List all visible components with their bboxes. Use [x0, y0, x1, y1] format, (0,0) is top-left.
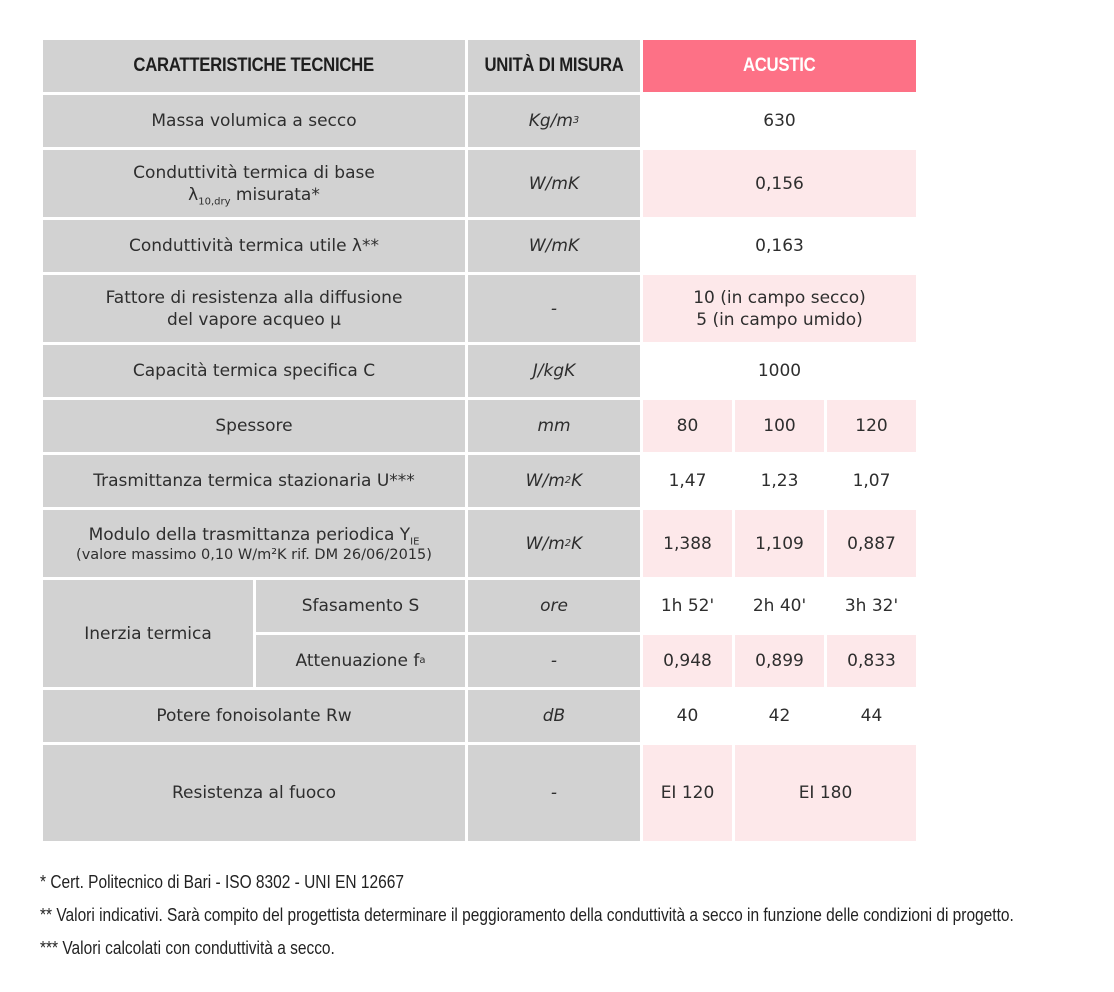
row-potere-unit: dB [468, 690, 640, 742]
row-modulo-value: 1,109 [735, 510, 824, 577]
row-trasmittanza-label: Trasmittanza termica stazionaria U*** [43, 455, 465, 507]
row-cond-utile-unit: W/mK [468, 220, 640, 272]
row-spessore-value: 120 [827, 400, 916, 452]
row-fuoco-value: EI 120 [643, 745, 732, 841]
row-modulo-label [43, 510, 465, 577]
row-spessore-unit: mm [468, 400, 640, 452]
row-sfasamento-value: 3h 32' [827, 580, 916, 632]
label-rest: misurata* [230, 184, 320, 205]
row-potere-value: 44 [827, 690, 916, 742]
unit-base: Kg/m [528, 111, 573, 131]
row-attenuazione-value: 0,948 [643, 635, 732, 687]
label-line1 [89, 524, 420, 546]
row-fattore-label [43, 275, 465, 342]
row-sfasamento-unit: ore [468, 580, 640, 632]
row-potere-value: 42 [735, 690, 824, 742]
row-trasmittanza-value: 1,07 [827, 455, 916, 507]
row-capacita-value: 1000 [643, 345, 916, 397]
row-trasmittanza-value: 1,47 [643, 455, 732, 507]
label-line2 [188, 184, 320, 206]
row-trasmittanza-unit: W/m 2 K [468, 455, 640, 507]
row-fuoco-value: EI 180 [735, 745, 916, 841]
row-fattore-unit: - [468, 275, 640, 342]
footnote: * Cert. Politecnico di Bari - ISO 8302 - UNI EN 12667 [40, 872, 404, 892]
row-fattore-value [643, 275, 916, 342]
row-cond-utile-value: 0,163 [643, 220, 916, 272]
header-product [643, 40, 916, 92]
row-cond-base-unit: W/mK [468, 150, 640, 217]
row-massa-value: 630 [643, 95, 916, 147]
unit-end: K [571, 533, 583, 554]
row-capacita-unit: J/kgK [468, 345, 640, 397]
header-unit-label: UNITÀ DI MISURA [484, 55, 624, 76]
value-line1: 10 (in campo secco) [693, 287, 866, 308]
label-line1: Conduttività termica di base [133, 162, 375, 183]
unit-base: W/m [525, 471, 565, 491]
row-attenuazione-value: 0,899 [735, 635, 824, 687]
row-massa-unit: Kg/m 3 [468, 95, 640, 147]
footnote: ** Valori indicativi. Sarà compito del progettista determinare il peggioramento della conduttività a secco in funzione delle condizioni di progetto. [40, 905, 1014, 925]
row-capacita-label: Capacità termica specifica C [43, 345, 465, 397]
header-characteristics-label: CARATTERISTICHE TECNICHE [133, 55, 375, 76]
row-sfasamento-value: 1h 52' [643, 580, 732, 632]
footnotes [40, 866, 1114, 965]
unit-end: K [571, 471, 583, 491]
row-spessore-label: Spessore [43, 400, 465, 452]
unit-base: W/m [525, 533, 565, 554]
row-sfasamento-label: Sfasamento S [256, 580, 465, 632]
label-line1: Fattore di resistenza alla diffusione [105, 287, 403, 308]
label-main: Attenuazione f [295, 651, 420, 671]
row-cond-utile-label: Conduttività termica utile λ** [43, 220, 465, 272]
row-spessore-value: 80 [643, 400, 732, 452]
row-potere-value: 40 [643, 690, 732, 742]
footnote: *** Valori calcolati con conduttività a secco. [40, 938, 335, 958]
row-modulo-value: 0,887 [827, 510, 916, 577]
row-fuoco-label: Resistenza al fuoco [43, 745, 465, 841]
row-modulo-unit: W/m 2 K [468, 510, 640, 577]
row-massa-label: Massa volumica a secco [43, 95, 465, 147]
label-main: Modulo della trasmittanza periodica Y [88, 524, 411, 545]
row-attenuazione-value: 0,833 [827, 635, 916, 687]
technical-specs-table [43, 40, 916, 841]
row-inerzia-label: Inerzia termica [43, 580, 253, 687]
row-sfasamento-value: 2h 40' [735, 580, 824, 632]
row-cond-base-label [43, 150, 465, 217]
row-spessore-value: 100 [735, 400, 824, 452]
value-line2: 5 (in campo umido) [696, 309, 863, 330]
header-characteristics [43, 40, 465, 92]
row-potere-label: Potere fonoisolante Rw [43, 690, 465, 742]
row-modulo-value: 1,388 [643, 510, 732, 577]
row-attenuazione-label: Attenuazione f a [256, 635, 465, 687]
label-line2: (valore massimo 0,10 W/m²K rif. DM 26/06/2015) [76, 546, 432, 563]
label-line2: del vapore acqueo μ [167, 309, 341, 330]
lambda-symbol: λ [188, 184, 199, 205]
header-unit [468, 40, 640, 92]
row-attenuazione-unit: - [468, 635, 640, 687]
label-subscript: IE [410, 535, 420, 547]
header-product-label: ACUSTIC [743, 55, 816, 76]
label-subscript: 10,dry [198, 195, 231, 207]
row-trasmittanza-value: 1,23 [735, 455, 824, 507]
row-fuoco-unit: - [468, 745, 640, 841]
row-cond-base-value: 0,156 [643, 150, 916, 217]
